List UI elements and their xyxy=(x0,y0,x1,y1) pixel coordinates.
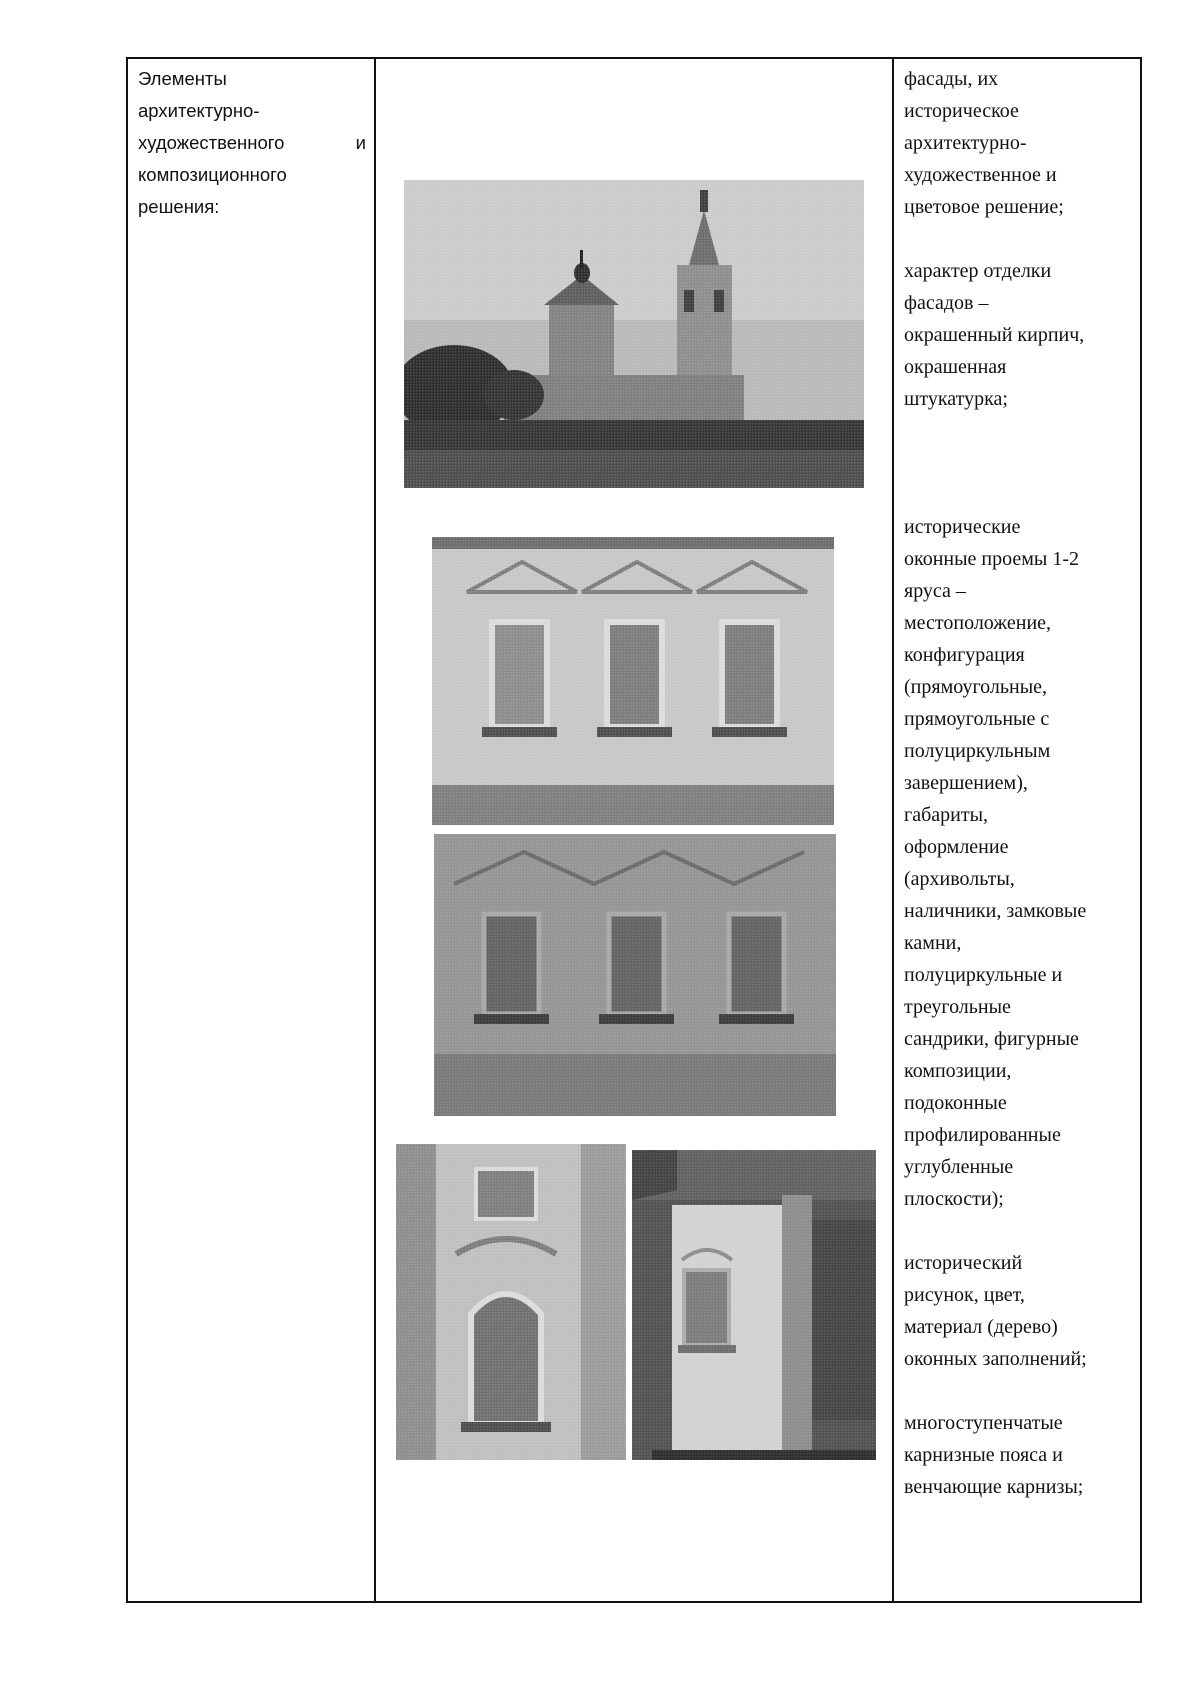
right-item-3: исторические оконные проемы 1-2 яруса – местоположение, конфигурация (прямоугольные, прямоугольные с полуциркульным завершением), габариты, оформление (архивольты, наличники, замковые камни, полуциркульные и треугольные сандрики, фигурные композиции, подоконные профилированные углубленные плоскости); xyxy=(904,516,1087,1210)
left-cell xyxy=(138,63,366,223)
right-item-2: характер отделки фасадов – окрашенный кирпич, окрашенная штукатурка; xyxy=(904,260,1085,410)
left-line-1: Элементы xyxy=(138,68,227,89)
left-line-3 xyxy=(138,127,366,159)
photo-window-corner xyxy=(632,1150,876,1460)
left-line-3-conj: и xyxy=(355,132,366,153)
photo-arched-window xyxy=(396,1144,626,1460)
column-divider-right xyxy=(892,59,894,1601)
photo-facade-windows-lower xyxy=(434,834,836,1116)
right-item-1: фасады, их историческое архитектурно- художественное и цветовое решение; xyxy=(904,68,1064,218)
left-line-2: архитектурно- xyxy=(138,100,260,121)
right-item-5: многоступенчатые карнизные пояса и венчающие карнизы; xyxy=(904,1412,1084,1498)
right-cell xyxy=(904,63,1136,1503)
left-line-5: решения: xyxy=(138,196,220,217)
column-divider-left xyxy=(374,59,376,1601)
photo-facade-windows-upper xyxy=(432,537,834,825)
photo-church xyxy=(404,180,864,488)
left-line-4: композиционного xyxy=(138,164,287,185)
right-item-4: исторический рисунок, цвет, материал (дерево) оконных заполнений; xyxy=(904,1252,1087,1370)
left-line-3-word: художественного xyxy=(138,132,285,153)
